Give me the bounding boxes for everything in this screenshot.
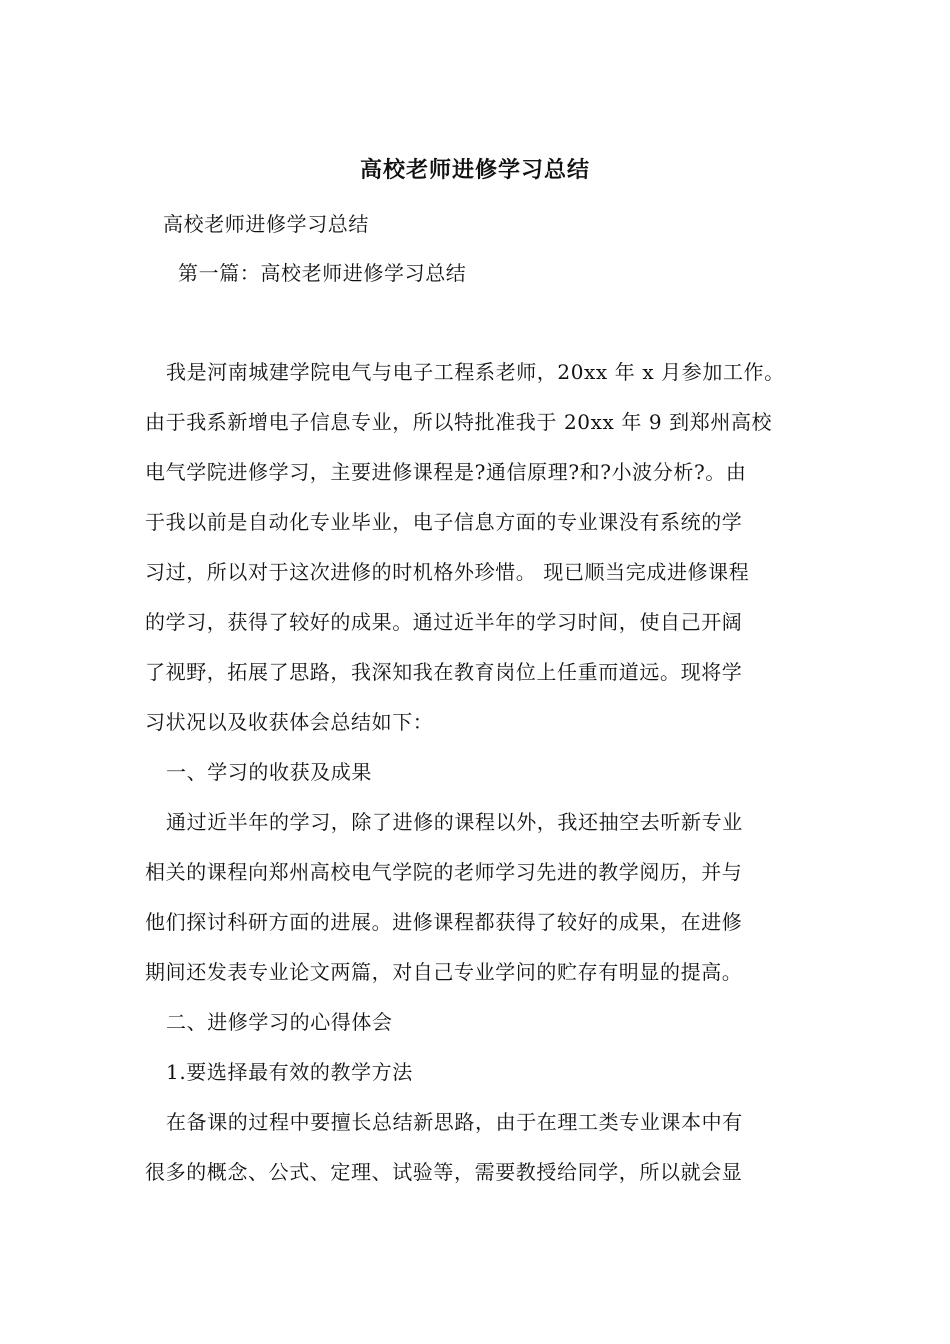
intro-line: 了视野，拓展了思路，我深知我在教育岗位上任重而道远。现将学 (145, 660, 743, 684)
section-heading: 一、学习的收获及成果 (166, 760, 372, 784)
intro-line: 习状况以及收获体会总结如下： (145, 710, 434, 734)
intro-line: 我是河南城建学院电气与电子工程系老师，20xx 年 x 月参加工作。 (166, 360, 785, 384)
intro-line: 电气学院进修学习，主要进修课程是?通信原理?和?小波分析?。由 (145, 460, 747, 484)
section-line: 在备课的过程中要擅长总结新思路，由于在理工类专业课本中有 (166, 1110, 743, 1134)
section-line: 期间还发表专业论文两篇，对自己专业学问的贮存有明显的提高。 (145, 960, 743, 984)
intro-line: 由于我系新增电子信息专业，所以特批准我于 20xx 年 9 到郑州高校 (145, 410, 773, 434)
section-line: 通过近半年的学习，除了进修的课程以外，我还抽空去听新专业 (166, 810, 743, 834)
section-heading: 二、进修学习的心得体会 (166, 1010, 393, 1034)
section-line: 很多的概念、公式、定理、试验等，需要教授给同学，所以就会显 (145, 1160, 743, 1184)
intro-line: 的学习，获得了较好的成果。通过近半年的学习时间，使自己开阔 (145, 610, 743, 634)
section-line: 他们探讨科研方面的进展。进修课程都获得了较好的成果，在进修 (145, 910, 743, 934)
part-heading: 第一篇：高校老师进修学习总结 (178, 261, 467, 285)
section-line: 相关的课程向郑州高校电气学院的老师学习先进的教学阅历，并与 (145, 860, 743, 884)
intro-line: 习过，所以对于这次进修的时机格外珍惜。 现已顺当完成进修课程 (145, 560, 750, 584)
subsection-heading: 1.要选择最有效的教学方法 (166, 1060, 413, 1084)
document-title: 高校老师进修学习总结 (359, 157, 590, 183)
document-subtitle: 高校老师进修学习总结 (163, 212, 369, 236)
intro-line: 于我以前是自动化专业毕业，电子信息方面的专业课没有系统的学 (145, 510, 743, 534)
